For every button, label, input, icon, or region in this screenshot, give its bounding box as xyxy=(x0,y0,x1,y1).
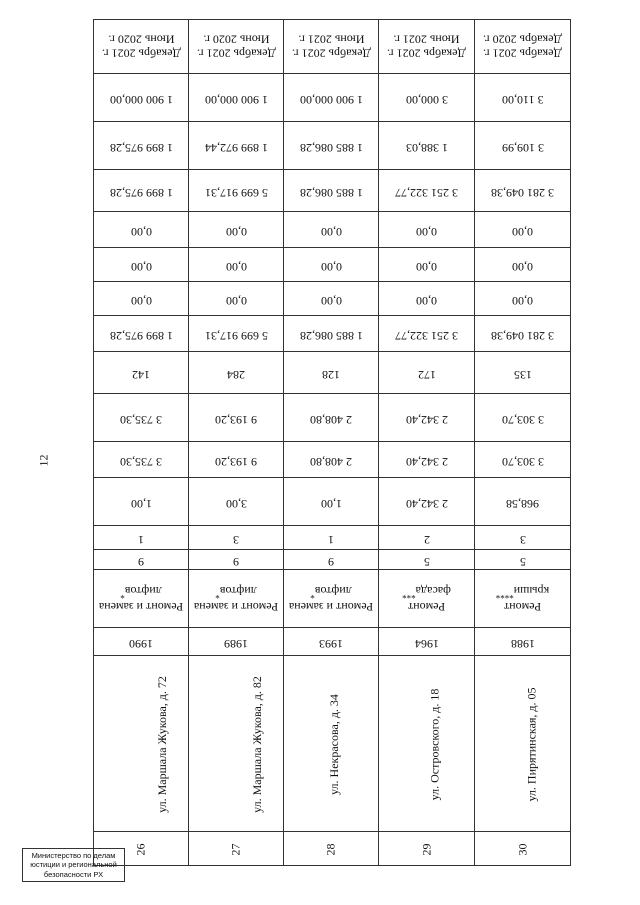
row-v3 xyxy=(94,394,571,442)
row-year xyxy=(94,628,571,656)
stamp-line: Министерство по делам xyxy=(31,851,116,860)
cell-v1-27: 3,00 xyxy=(189,478,284,526)
cell-period-27: Декабрь 2021 г. Июнь 2020 г. xyxy=(189,20,284,74)
row-v10 xyxy=(94,122,571,170)
capital-repair-table xyxy=(93,19,571,866)
cell-v3-29: 2 342,40 xyxy=(379,394,475,442)
row-count xyxy=(94,526,571,550)
row-floors xyxy=(94,550,571,570)
cell-v7-30: 0,00 xyxy=(475,248,571,282)
cell-floors-28: 9 xyxy=(284,550,379,570)
row-v1 xyxy=(94,478,571,526)
cell-address-30: ул. Пирятинская, д. 05 xyxy=(475,656,571,832)
cell-v8-28: 0,00 xyxy=(284,212,379,248)
cell-v3-28: 2 408,80 xyxy=(284,394,379,442)
cell-v6-28: 0,00 xyxy=(284,282,379,316)
cell-address-27: ул. Маршала Жукова, д. 82 xyxy=(189,656,284,832)
cell-v9-28: 1 885 086,28 xyxy=(284,170,379,212)
cell-year-28: 1993 xyxy=(284,628,379,656)
cell-address-26: ул. Маршала Жукова, д. 72 xyxy=(94,656,189,832)
cell-v4-28: 128 xyxy=(284,352,379,394)
cell-v4-30: 135 xyxy=(475,352,571,394)
cell-v2-30: 3 303,70 xyxy=(475,442,571,478)
cell-v11-26: 1 900 000,00 xyxy=(94,74,189,122)
cell-num-29: 29 xyxy=(379,832,475,866)
row-v8 xyxy=(94,212,571,248)
cell-v6-26: 0,00 xyxy=(94,282,189,316)
cell-v5-29: 3 251 322,77 xyxy=(379,316,475,352)
row-v9 xyxy=(94,170,571,212)
cell-year-27: 1989 xyxy=(189,628,284,656)
cell-v1-30: 968,58 xyxy=(475,478,571,526)
cell-v5-30: 3 281 049,38 xyxy=(475,316,571,352)
row-number xyxy=(94,832,571,866)
row-v4 xyxy=(94,352,571,394)
cell-address-29: ул. Островского, д. 18 xyxy=(379,656,475,832)
cell-v6-29: 0,00 xyxy=(379,282,475,316)
ministry-stamp xyxy=(22,848,125,882)
cell-floors-29: 5 xyxy=(379,550,475,570)
row-v7 xyxy=(94,248,571,282)
cell-v4-27: 284 xyxy=(189,352,284,394)
cell-v1-26: 1,00 xyxy=(94,478,189,526)
cell-count-26: 1 xyxy=(94,526,189,550)
cell-v7-29: 0,00 xyxy=(379,248,475,282)
cell-v5-28: 1 885 086,28 xyxy=(284,316,379,352)
cell-v10-28: 1 885 086,28 xyxy=(284,122,379,170)
cell-count-30: 3 xyxy=(475,526,571,550)
cell-v1-29: 2 342,40 xyxy=(379,478,475,526)
cell-v3-27: 9 193,20 xyxy=(189,394,284,442)
cell-v7-26: 0,00 xyxy=(94,248,189,282)
cell-v9-26: 1 899 975,28 xyxy=(94,170,189,212)
cell-v5-27: 5 699 917,31 xyxy=(189,316,284,352)
stamp-line: юстиции и региональной xyxy=(30,860,117,870)
cell-v7-27: 0,00 xyxy=(189,248,284,282)
cell-floors-27: 9 xyxy=(189,550,284,570)
cell-v11-28: 1 900 000,00 xyxy=(284,74,379,122)
cell-address-28: ул. Некрасова, д. 34 xyxy=(284,656,379,832)
cell-v11-29: 3 000,00 xyxy=(379,74,475,122)
cell-v10-26: 1 899 975,28 xyxy=(94,122,189,170)
row-period xyxy=(94,20,571,74)
cell-work-26: Ремонт и замена лифтов* xyxy=(94,570,189,628)
cell-v11-27: 1 900 000,00 xyxy=(189,74,284,122)
cell-v7-28: 0,00 xyxy=(284,248,379,282)
cell-work-30: Ремонт крыши**** xyxy=(475,570,571,628)
cell-v8-30: 0,00 xyxy=(475,212,571,248)
cell-v2-29: 2 342,40 xyxy=(379,442,475,478)
cell-num-30: 30 xyxy=(475,832,571,866)
cell-v4-26: 142 xyxy=(94,352,189,394)
cell-v8-29: 0,00 xyxy=(379,212,475,248)
cell-v11-30: 3 110,00 xyxy=(475,74,571,122)
cell-period-28: Декабрь 2021 г. Июнь 2021 г. xyxy=(284,20,379,74)
cell-count-28: 1 xyxy=(284,526,379,550)
row-v2 xyxy=(94,442,571,478)
cell-floors-30: 5 xyxy=(475,550,571,570)
cell-v8-26: 0,00 xyxy=(94,212,189,248)
cell-period-30: Декабрь 2021 г. Декабрь 2020 г. xyxy=(475,20,571,74)
cell-num-27: 27 xyxy=(189,832,284,866)
cell-v6-30: 0,00 xyxy=(475,282,571,316)
cell-v2-28: 2 408,80 xyxy=(284,442,379,478)
cell-v1-28: 1,00 xyxy=(284,478,379,526)
row-v6 xyxy=(94,282,571,316)
cell-num-26: 26 xyxy=(94,832,189,866)
row-work xyxy=(94,570,571,628)
cell-v2-27: 9 193,20 xyxy=(189,442,284,478)
stamp-line: безопасности РХ xyxy=(43,869,104,879)
cell-v9-30: 3 281 049,38 xyxy=(475,170,571,212)
cell-v3-26: 3 735,30 xyxy=(94,394,189,442)
cell-v10-27: 1 899 972,44 xyxy=(189,122,284,170)
cell-v6-27: 0,00 xyxy=(189,282,284,316)
cell-v10-30: 3 109,99 xyxy=(475,122,571,170)
row-address xyxy=(94,656,571,832)
cell-num-28: 28 xyxy=(284,832,379,866)
cell-v9-27: 5 699 917,31 xyxy=(189,170,284,212)
cell-v10-29: 1 388,03 xyxy=(379,122,475,170)
cell-period-29: Декабрь 2021 г. Июнь 2021 г. xyxy=(379,20,475,74)
cell-year-29: 1964 xyxy=(379,628,475,656)
cell-v4-29: 172 xyxy=(379,352,475,394)
cell-count-29: 2 xyxy=(379,526,475,550)
cell-period-26: Декабрь 2021 г. Июнь 2020 г. xyxy=(94,20,189,74)
page-number: 12 xyxy=(36,454,51,467)
cell-v2-26: 3 735,30 xyxy=(94,442,189,478)
cell-floors-26: 9 xyxy=(94,550,189,570)
cell-year-30: 1988 xyxy=(475,628,571,656)
cell-count-27: 3 xyxy=(189,526,284,550)
cell-v8-27: 0,00 xyxy=(189,212,284,248)
cell-year-26: 1990 xyxy=(94,628,189,656)
row-v5 xyxy=(94,316,571,352)
cell-v5-26: 1 899 975,28 xyxy=(94,316,189,352)
row-v11 xyxy=(94,74,571,122)
cell-work-27: Ремонт и замена лифтов* xyxy=(189,570,284,628)
cell-work-28: Ремонт и замена лифтов* xyxy=(284,570,379,628)
cell-v3-30: 3 303,70 xyxy=(475,394,571,442)
cell-v9-29: 3 251 322,77 xyxy=(379,170,475,212)
cell-work-29: Ремонт фасада*** xyxy=(379,570,475,628)
